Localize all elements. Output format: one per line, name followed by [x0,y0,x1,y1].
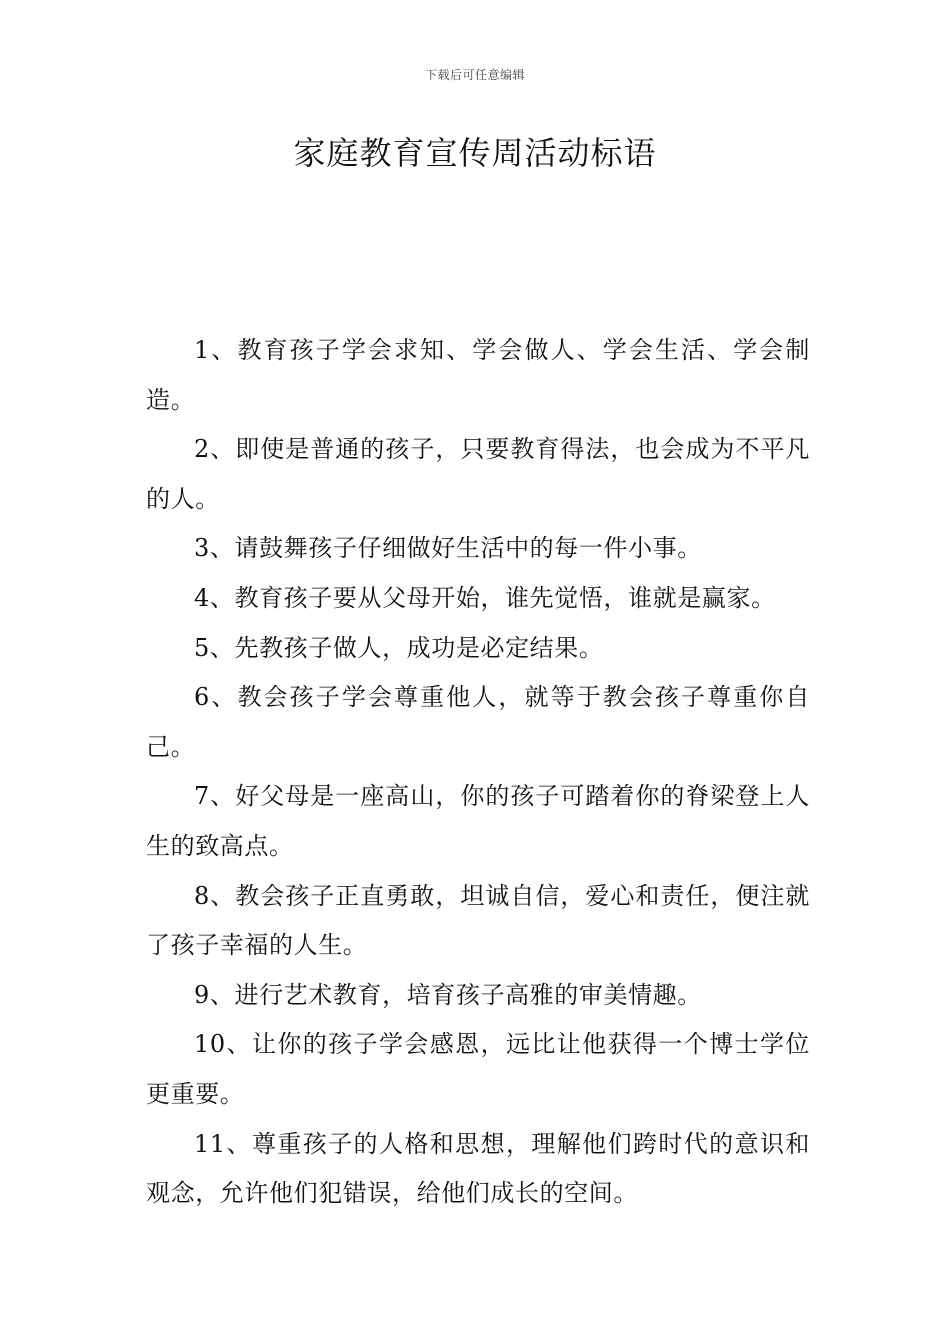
slogan-item: 7、好父母是一座高山，你的孩子可踏着你的脊梁登上人生的致高点。 [146,782,810,860]
slogan-item: 2、即使是普通的孩子，只要教育得法，也会成为不平凡的人。 [146,435,810,513]
slogan-item: 11、尊重孩子的人格和思想，理解他们跨时代的意识和观念，允许他们犯错误，给他们成长的空间。 [146,1129,810,1208]
slogan-item: 4、教育孩子要从父母开始，谁先觉悟，谁就是赢家。 [194,583,776,612]
document-title: 家庭教育宣传周活动标语 [293,134,657,172]
slogan-item: 3、请鼓舞孩子仔细做好生活中的每一件小事。 [194,534,702,563]
header-note: 下载后可任意编辑 [424,68,525,82]
slogan-item: 8、教会孩子正直勇敢，坦诚自信，爱心和责任，便注就了孩子幸福的人生。 [146,881,810,960]
slogan-list [146,326,810,1219]
slogan-item: 6、教会孩子学会尊重他人，就等于教会孩子尊重你自己。 [146,683,810,761]
slogan-item: 9、进行艺术教育，培育孩子高雅的审美情趣。 [194,980,702,1009]
slogan-item: 10、让你的孩子学会感恩，远比让他获得一个博士学位更重要。 [146,1030,810,1108]
slogan-item: 1、教育孩子学会求知、学会做人、学会生活、学会制造。 [146,336,810,414]
slogan-item: 5、先教孩子做人，成功是必定结果。 [194,633,604,662]
